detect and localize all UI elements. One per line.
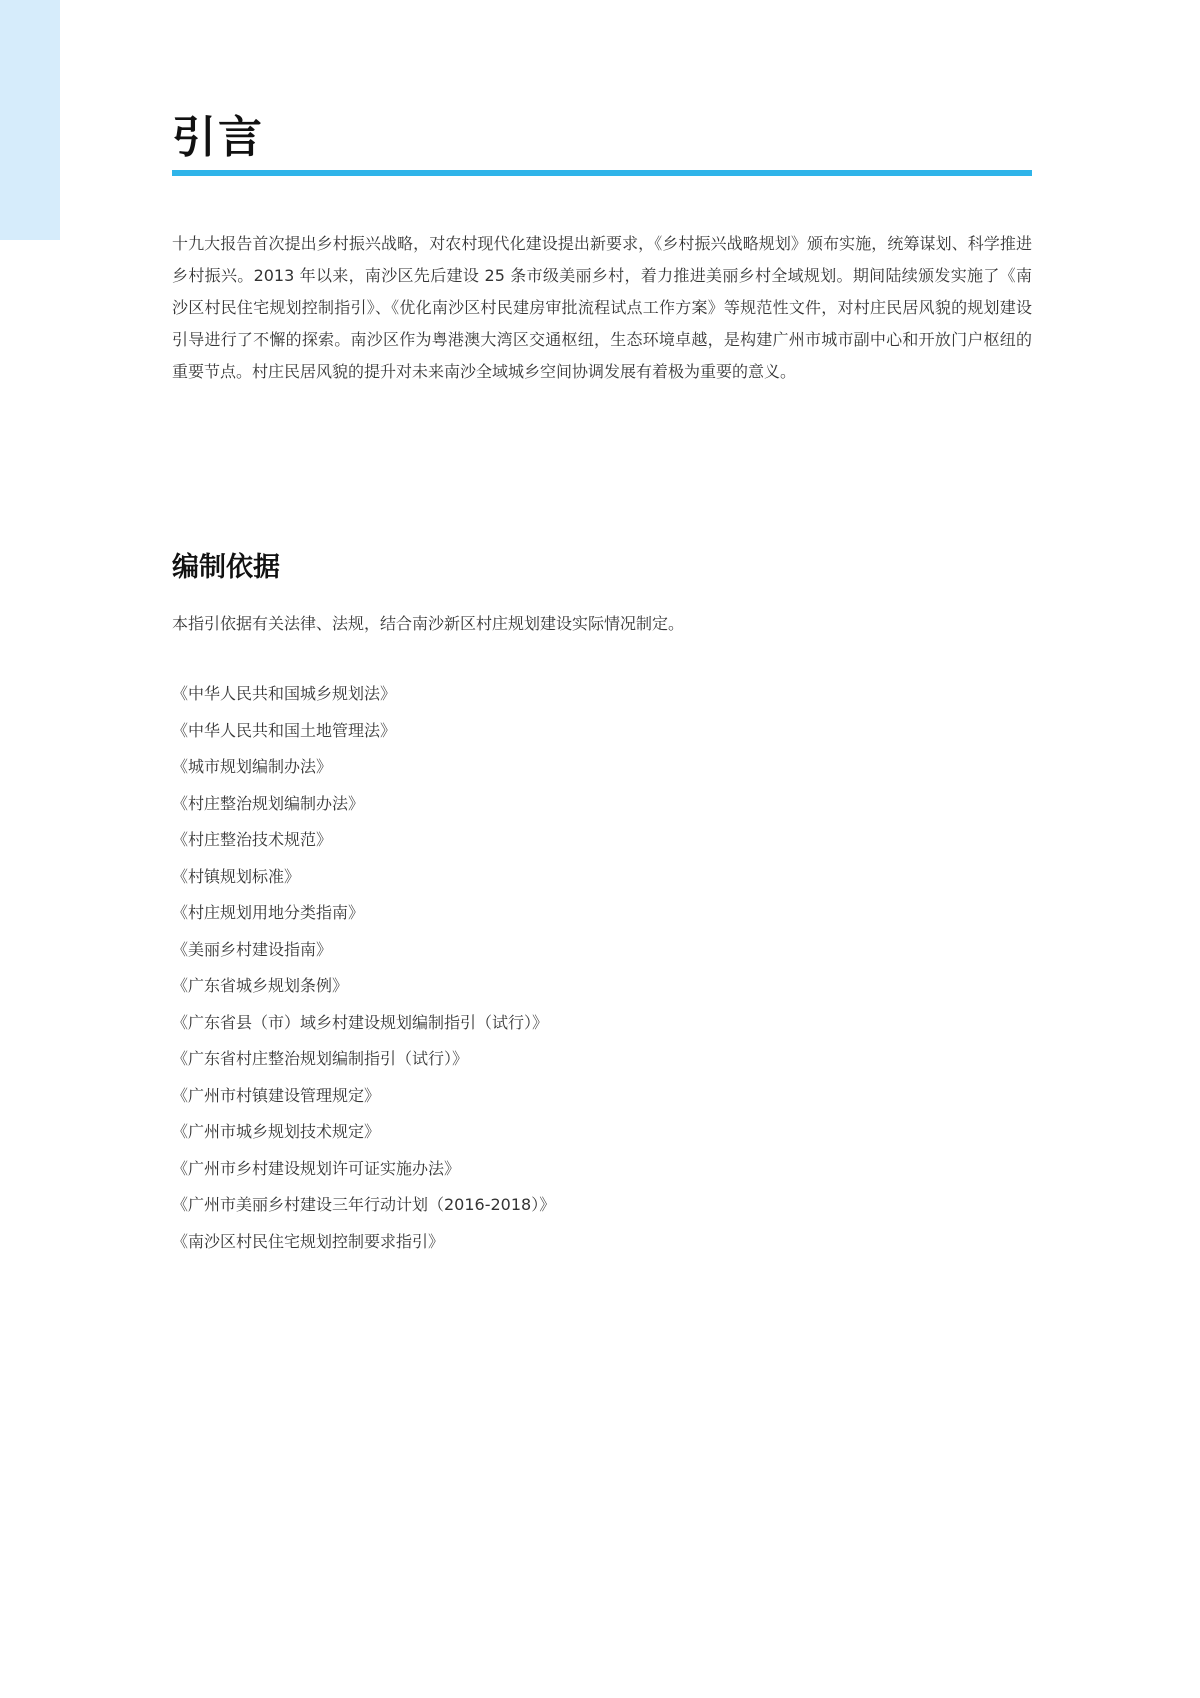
regulation-item: 《广东省城乡规划条例》 [172, 976, 349, 995]
regulation-item: 《村庄规划用地分类指南》 [172, 903, 365, 922]
regulation-item: 《广州市乡村建设规划许可证实施办法》 [172, 1158, 461, 1178]
regulation-item: 《中华人民共和国土地管理法》 [172, 720, 397, 740]
regulation-list [172, 676, 1032, 1260]
regulation-item: 《中华人民共和国城乡规划法》 [172, 684, 397, 703]
regulation-item: 《广东省县（市）域乡村建设规划编制指引（试行）》 [172, 1012, 549, 1032]
regulation-item: 《村庄整治技术规范》 [172, 830, 333, 849]
side-color-band [0, 0, 60, 240]
regulation-item: 《广州市城乡规划技术规定》 [172, 1122, 381, 1141]
regulation-item: 《美丽乡村建设指南》 [172, 939, 333, 959]
regulation-item: 《广州市村镇建设管理规定》 [172, 1085, 381, 1105]
regulation-item: 《南沙区村民住宅规划控制要求指引》 [172, 1231, 445, 1251]
intro-paragraph: 十九大报告首次提出乡村振兴战略，对农村现代化建设提出新要求，《乡村振兴战略规划》颁布实施，统筹谋划、科学推进乡村振兴。2013 年以来，南沙区先后建设 25 条市级美丽乡村，着力推进美丽乡村全域规划。期间陆续颁发实施了《南沙区村民住宅规划控制指引》、《优化南沙区村民建房审批流程试点工作方案》等规范性文件，对村庄民居风貌的规划建设引导进行了不懈的探索。南沙区作为粤港澳大湾区交通枢纽，生态环境卓越，是构建广州市城市副中心和开放门户枢纽的重要节点。村庄民居风貌的提升对未来南沙全域城乡空间协调发展有着极为重要的意义。 [172, 234, 1032, 381]
regulation-item: 《广东省村庄整治规划编制指引（试行）》 [172, 1049, 469, 1068]
intro-title: 引言 [172, 112, 264, 163]
regulation-item: 《广州市美丽乡村建设三年行动计划（2016-2018）》 [172, 1195, 556, 1214]
basis-title: 编制依据 [172, 552, 280, 583]
page-content [172, 108, 1032, 1260]
regulation-item: 《城市规划编制办法》 [172, 757, 333, 776]
basis-intro: 本指引依据有关法律、法规，结合南沙新区村庄规划建设实际情况制定。 [172, 614, 685, 633]
regulation-item: 《村庄整治规划编制办法》 [172, 793, 365, 813]
title-underline [172, 170, 1032, 176]
regulation-item: 《村镇规划标准》 [172, 866, 301, 886]
